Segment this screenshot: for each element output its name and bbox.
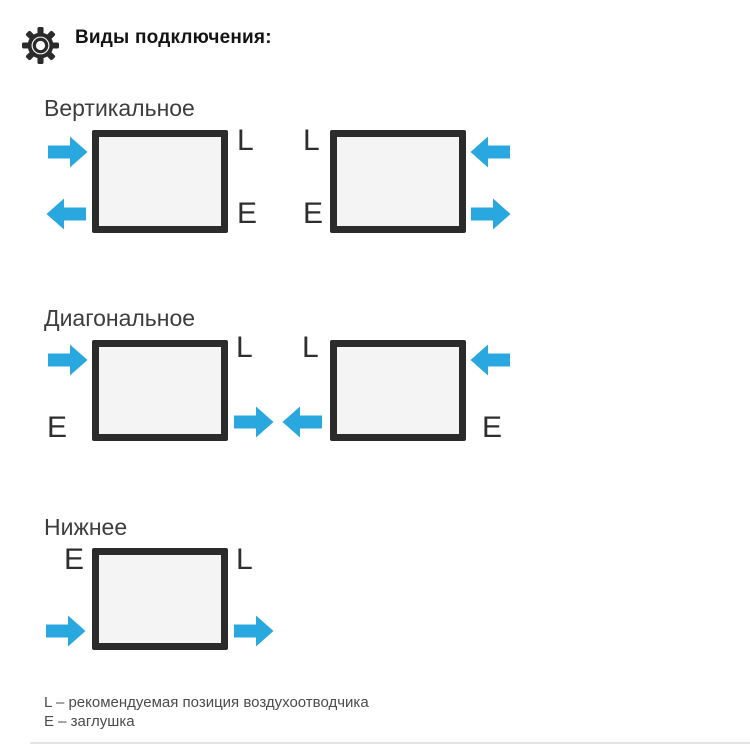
air-vent-port-label: L: [302, 331, 319, 364]
flow-arrow-right-icon: [471, 198, 511, 230]
plug-port-label: E: [47, 411, 68, 444]
flow-arrow-left-icon: [470, 344, 510, 376]
air-vent-port-label: L: [237, 124, 254, 157]
radiator-box: [330, 340, 466, 441]
air-vent-port-label: L: [303, 124, 320, 157]
flow-arrow-left-icon: [46, 198, 86, 230]
plug-port-label: E: [64, 543, 85, 576]
bottom-divider: [30, 742, 750, 744]
flow-arrow-right-icon: [48, 344, 88, 376]
section-label-vertical: Вертикальное: [44, 95, 195, 121]
plug-port-label: E: [303, 197, 324, 230]
legend-air-vent: L – рекомендуемая позиция воздухоотводчика: [44, 694, 369, 711]
plug-port-label: E: [237, 197, 258, 230]
flow-arrow-right-icon: [234, 615, 274, 647]
flow-arrow-right-icon: [48, 136, 88, 168]
legend-plug: E – заглушка: [44, 713, 135, 730]
radiator-box: [330, 130, 466, 233]
radiator-box: [92, 130, 228, 233]
gear-icon: [22, 27, 59, 64]
section-label-diagonal: Диагональное: [44, 305, 196, 331]
flow-arrow-right-icon: [234, 406, 274, 438]
air-vent-port-label: L: [236, 543, 253, 576]
page-title: Виды подключения:: [75, 27, 272, 48]
plug-port-label: E: [482, 411, 503, 444]
radiator-box: [92, 340, 228, 441]
flow-arrow-left-icon: [282, 406, 322, 438]
air-vent-port-label: L: [236, 331, 253, 364]
radiator-box: [92, 548, 228, 650]
section-label-bottom: Нижнее: [44, 514, 128, 540]
flow-arrow-left-icon: [470, 136, 510, 168]
flow-arrow-right-icon: [46, 615, 86, 647]
